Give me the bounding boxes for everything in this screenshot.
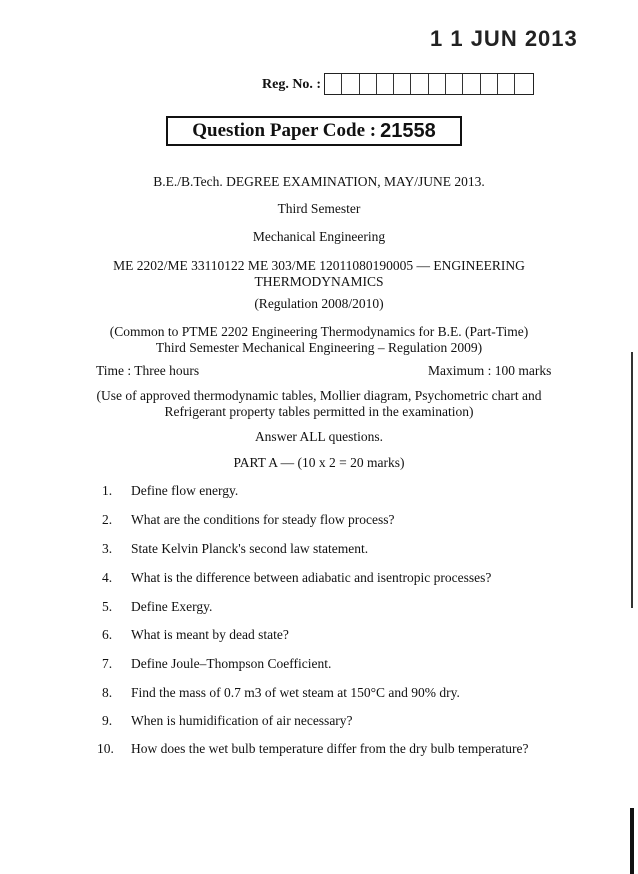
- question-text: Define flow energy.: [131, 483, 239, 498]
- reg-no-box: [481, 74, 498, 94]
- question-number: 5.: [102, 599, 113, 614]
- question-text: What are the conditions for steady flow process?: [131, 512, 395, 527]
- question-text: When is humidification of air necessary?: [131, 713, 353, 728]
- question-paper-code-box: [166, 116, 462, 146]
- question-number: 6.: [102, 627, 113, 642]
- reg-no-box: [342, 74, 359, 94]
- regulation: (Regulation 2008/2010): [254, 296, 384, 311]
- question-number: 3.: [102, 541, 113, 556]
- reg-no-box: [463, 74, 480, 94]
- common-to-line-2: Third Semester Mechanical Engineering – Regulation 2009): [155, 340, 483, 355]
- reg-no-box: [360, 74, 377, 94]
- subject-name: THERMODYNAMICS: [254, 274, 384, 289]
- question-number: 4.: [102, 570, 113, 585]
- question-text: What is the difference between adiabatic and isentropic processes?: [131, 570, 492, 585]
- question-paper-code-value: 21558: [380, 119, 436, 142]
- question-text: Find the mass of 0.7 m3 of wet steam at 150°C and 90% dry.: [131, 685, 460, 700]
- question-paper-code-label: Question Paper Code :: [192, 120, 377, 141]
- instructions-line-2: Refrigerant property tables permitted in the examination): [164, 404, 474, 419]
- scan-edge-line: [631, 352, 633, 608]
- reg-no-label: Reg. No. :: [262, 77, 322, 92]
- reg-no-box: [446, 74, 463, 94]
- question-number: 9.: [102, 713, 113, 728]
- reg-no-box: [377, 74, 394, 94]
- question-text: Define Joule–Thompson Coefficient.: [131, 656, 332, 671]
- maximum-marks: Maximum : 100 marks: [428, 363, 552, 378]
- reg-no-box: [394, 74, 411, 94]
- part-a-heading: PART A — (10 x 2 = 20 marks): [233, 455, 405, 470]
- reg-no-boxes: [324, 73, 534, 95]
- common-to-line-1: (Common to PTME 2202 Engineering Thermodynamics for B.E. (Part-Time): [109, 324, 529, 339]
- question-text: What is meant by dead state?: [131, 627, 289, 642]
- answer-all-note: Answer ALL questions.: [254, 429, 384, 444]
- instructions-line-1: (Use of approved thermodynamic tables, Mollier diagram, Psychometric chart and: [96, 388, 542, 403]
- department: Mechanical Engineering: [252, 229, 386, 244]
- semester: Third Semester: [277, 201, 361, 216]
- question-text: How does the wet bulb temperature differ from the dry bulb temperature?: [131, 741, 529, 756]
- question-number: 1.: [102, 483, 113, 498]
- reg-no-box: [325, 74, 342, 94]
- subject-codes: ME 2202/ME 33110122 ME 303/ME 12011080190005 — ENGINEERING: [113, 258, 525, 273]
- question-number: 7.: [102, 656, 113, 671]
- scan-edge-mark: [630, 808, 634, 874]
- reg-no-box: [429, 74, 446, 94]
- date-stamp: 1 1 JUN 2013: [430, 26, 578, 51]
- question-text: State Kelvin Planck's second law statement.: [131, 541, 369, 556]
- reg-no-box: [498, 74, 515, 94]
- question-number: 10.: [97, 741, 114, 756]
- question-number: 8.: [102, 685, 113, 700]
- reg-no-box: [515, 74, 532, 94]
- exam-duration: Time : Three hours: [96, 363, 200, 378]
- reg-no-box: [411, 74, 428, 94]
- question-number: 2.: [102, 512, 113, 527]
- exam-title: B.E./B.Tech. DEGREE EXAMINATION, MAY/JUNE 2013.: [153, 174, 485, 189]
- question-text: Define Exergy.: [131, 599, 213, 614]
